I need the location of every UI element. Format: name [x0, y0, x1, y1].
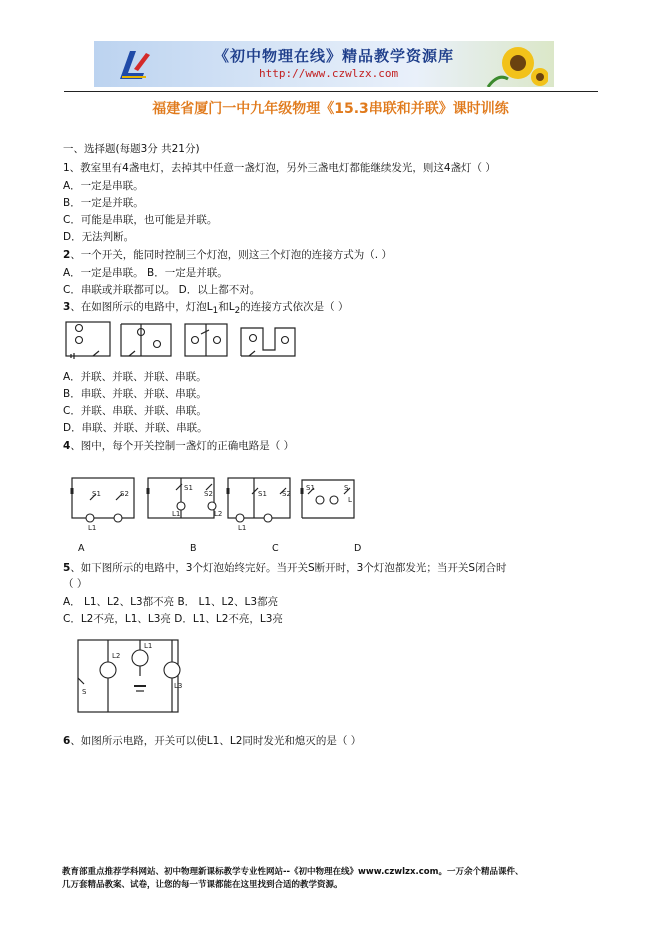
q4b-s2: S2 [204, 490, 213, 498]
header-rule [64, 91, 598, 92]
q3-option-b: B．串联、并联、并联、串联。 [63, 388, 207, 400]
q4d-s: S [344, 484, 349, 492]
q4-number: 4 [63, 440, 71, 452]
q3-stem [63, 300, 349, 318]
q5-l2: L2 [112, 652, 121, 660]
q4b-l2: L2 [214, 510, 223, 518]
q4-circuit-b [148, 478, 222, 518]
q4d-s1: S1 [306, 484, 315, 492]
q5-stem-text: 、如下图所示的电路中，3个灯泡始终完好。当开关S断开时，3个灯泡都发光；当开关S闭合时 [70, 562, 507, 574]
q5-circuit-figure [74, 636, 184, 718]
q5-switch [78, 678, 84, 684]
q4b-s1: S1 [184, 484, 193, 492]
q5-s: S [82, 688, 87, 696]
q4c-l1: L1 [238, 524, 247, 530]
q4-label-c: C [272, 543, 279, 554]
q2-stem-text: 、一个开关，能同时控制三个灯泡，则这三个灯泡的连接方式为（. ） [70, 249, 392, 261]
q4c-s2: S2 [282, 490, 291, 498]
q3-option-d: D．串联、并联、并联、串联。 [63, 422, 208, 434]
q5-options-cd: C．L2不亮，L1、L3亮 D．L1、L2不亮，L3亮 [63, 613, 283, 625]
q4a-s2: S2 [120, 490, 129, 498]
q3-sub1: 1 [212, 306, 219, 317]
q4-circuit-c [228, 478, 291, 530]
q3-number: 3 [63, 301, 71, 313]
q3-option-c: C．并联、串联、并联、串联。 [63, 405, 207, 417]
footer-line-2: 几万套精品教案、试卷，让您的每一节课都能在这里找到合适的教学资源。 [62, 880, 343, 890]
page-footer [62, 866, 523, 892]
q6-stem [63, 734, 361, 748]
q4a-l1: L1 [88, 524, 97, 530]
page-title: 福建省厦门一中九年级物理《15.3串联和并联》课时训练 [152, 101, 509, 117]
q5-l3: L3 [174, 682, 183, 690]
q4-stem-text: 、图中，每个开关控制一盏灯的正确电路是（ ） [70, 440, 295, 452]
q3-option-a: A．并联、并联、并联、串联。 [63, 371, 207, 383]
footer-line-1: 教育部重点推荐学科网站、初中物理新课标教学专业性网站--《初中物理在线》www.czwlzx.com。一万余个精品课件、 [62, 867, 524, 877]
q2-stem [63, 248, 392, 262]
q4-label-b: B [190, 543, 197, 554]
q5-l1: L1 [144, 642, 153, 650]
q3-stem-mid: 和L [218, 301, 235, 313]
q4b-l1: L1 [172, 510, 181, 518]
banner-title: 《初中物理在线》精品教学资源库 [214, 47, 455, 65]
q5-stem-cont: （ ） [63, 578, 88, 590]
q3-stem-pre: 、在如图所示的电路中，灯泡L [70, 301, 213, 313]
q1-option-a: A．一定是串联。 [63, 180, 144, 192]
q4-label-a: A [78, 543, 85, 554]
q1-option-c: C．可能是串联，也可能是并联。 [63, 214, 218, 226]
q4d-l: L [348, 496, 352, 504]
q6-number: 6 [63, 735, 71, 747]
q3-circuit-figure [63, 318, 303, 364]
q3-circuit-2 [121, 324, 171, 356]
q3-sub2: 2 [234, 306, 241, 317]
q3-stem-post: 的连接方式依次是（ ） [240, 301, 349, 313]
q2-options-ab: A．一定是串联。 B．一定是并联。 [63, 267, 228, 279]
q4-circuit-a [72, 478, 134, 530]
q5-options-ab: A． L1、L2、L3都不亮 B． L1、L2、L3都亮 [63, 596, 279, 608]
q4-stem [63, 439, 294, 453]
section-heading: 一、选择题(每题3分 共21分) [63, 143, 200, 155]
q2-options-cd: C．串联或并联都可以。 D．以上都不对。 [63, 284, 261, 296]
q1-stem: 1、教室里有4盏电灯，去掉其中任意一盏灯泡，另外三盏电灯都能继续发光，则这4盏灯（ ） [63, 162, 496, 174]
q4-circuit-figure [68, 472, 358, 530]
site-logo-icon [116, 47, 152, 83]
q1-option-b: B．一定是并联。 [63, 197, 144, 209]
q3-circuit-1 [66, 322, 110, 359]
header-banner [94, 41, 554, 87]
q4-circuit-d [302, 480, 354, 518]
q1-option-d: D．无法判断。 [63, 231, 135, 243]
q5-stem [63, 561, 507, 575]
q2-number: 2 [63, 249, 71, 261]
q4c-s1: S1 [258, 490, 267, 498]
q3-circuit-4 [241, 328, 295, 356]
q4a-s1: S1 [92, 490, 101, 498]
q4-label-d: D [354, 543, 362, 554]
q5-number: 5 [63, 562, 71, 574]
q6-stem-text: 、如图所示电路，开关可以使L1、L2同时发光和熄灭的是（ ） [70, 735, 362, 747]
sunflower-icon [478, 43, 548, 87]
q3-circuit-3 [185, 324, 227, 356]
banner-url: http://www.czwlzx.com [259, 67, 399, 80]
